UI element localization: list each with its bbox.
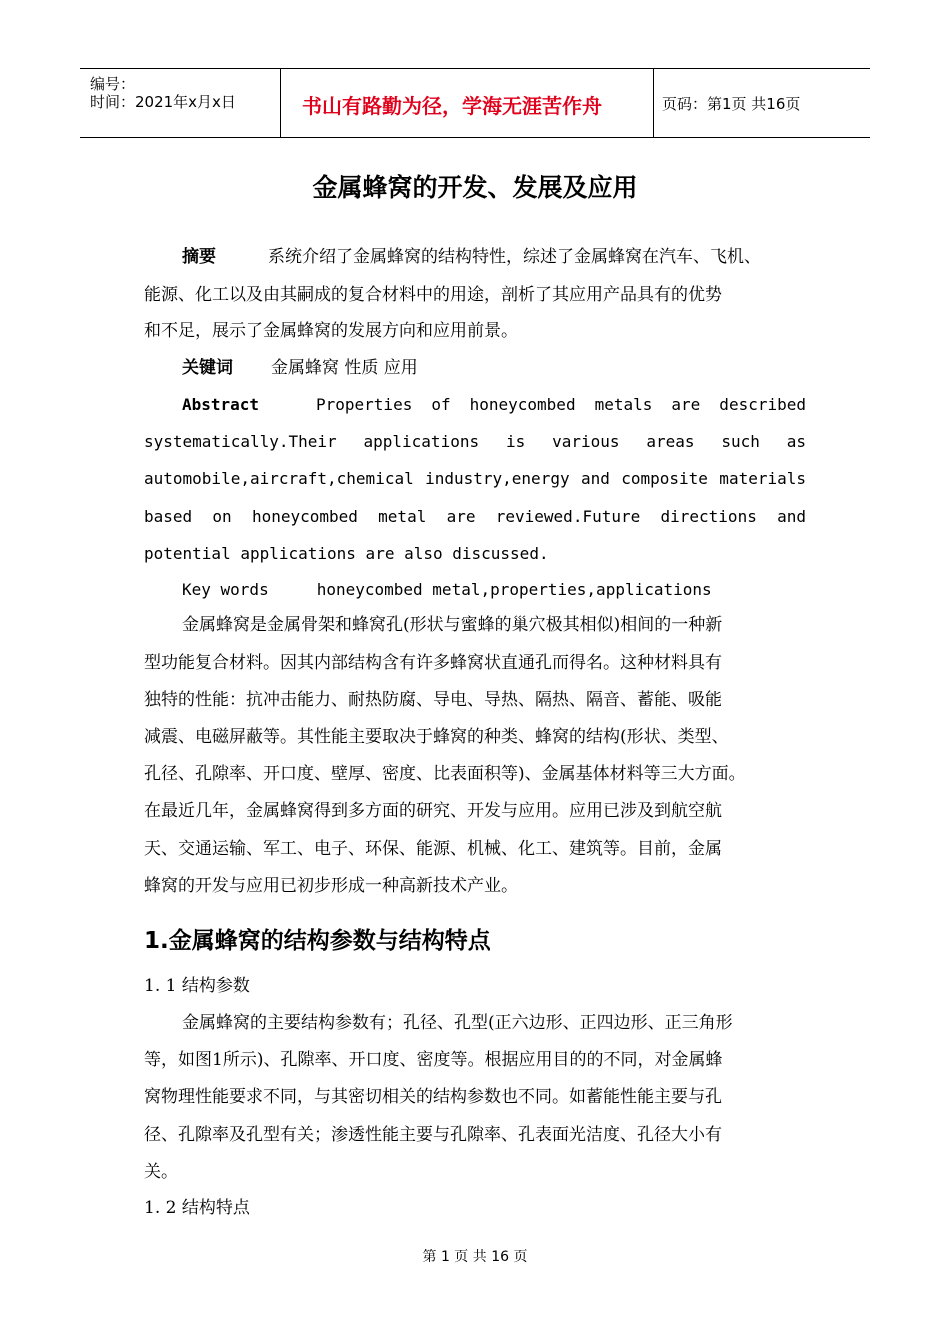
keywords-en-label: Key words (182, 580, 269, 599)
section-1-1-line-3: 窝物理性能要求不同，与其密切相关的结构参数也不同。如蓄能性能主要与孔 (144, 1087, 722, 1107)
abstract-en-line-4: based on honeycombed metal are reviewed.Future directions and (144, 507, 806, 526)
abstract-en-label: Abstract (182, 395, 260, 414)
section-1-1-line-2: 等，如图1所示)、孔隙率、开口度、密度等。根据应用目的的不同，对金属蜂 (144, 1050, 723, 1070)
intro-line-4: 减震、电磁屏蔽等。其性能主要取决于蜂窝的种类、蜂窝的结构(形状、类型、 (144, 727, 729, 747)
intro-line-5: 孔径、孔隙率、开口度、壁厚、密度、比表面积等)、金属基体材料等三大方面。 (144, 764, 746, 784)
section-1-1-line-1 (144, 1012, 733, 1034)
abstract-cn-line-3: 和不足，展示了金属蜂窝的发展方向和应用前景。 (144, 321, 518, 341)
abstract-en-line-2: systematically.Their applications is various areas such as (144, 432, 806, 451)
section-1-1-line-5: 关。 (144, 1162, 178, 1182)
abstract-cn-line-1 (144, 246, 761, 268)
motto: 书山有路勤为径，学海无涯苦作舟 (302, 94, 602, 118)
subsection-1-1-heading: 1. 1 结构参数 (144, 976, 250, 996)
page-info: 页码：第1页 共16页 (662, 95, 801, 113)
intro-line-6: 在最近几年，金属蜂窝得到多方面的研究、开发与应用。应用已涉及到航空航 (144, 801, 722, 821)
subsection-1-2-heading: 1. 2 结构特点 (144, 1198, 250, 1218)
intro-line-3: 独特的性能：抗冲击能力、耐热防腐、导电、导热、隔热、隔音、蓄能、吸能 (144, 690, 722, 710)
keywords-cn-label: 关键词 (182, 358, 233, 378)
abstract-en-text-1: Properties of honeycombed metals are described (316, 395, 806, 414)
intro-line-8: 蜂窝的开发与应用已初步形成一种高新技术产业。 (144, 876, 518, 896)
section-1-1-text-1: 金属蜂窝的主要结构参数有；孔径、孔型(正六边形、正四边形、正三角形 (182, 1013, 733, 1033)
abstract-en-line-5: potential applications are also discussed. (144, 544, 549, 563)
intro-line-7: 天、交通运输、军工、电子、环保、能源、机械、化工、建筑等。目前，金属 (144, 839, 722, 859)
intro-text-1: 金属蜂窝是金属骨架和蜂窝孔(形状与蜜蜂的巢穴极其相似)相间的一种新 (182, 615, 723, 635)
abstract-cn-label: 摘要 (182, 247, 216, 267)
intro-line-1 (144, 614, 722, 636)
number-label: 编号： (90, 75, 136, 93)
keywords-cn-value: 金属蜂窝 性质 应用 (271, 358, 418, 378)
abstract-cn-line-2: 能源、化工以及由其嗣成的复合材料中的用途，剖析了其应用产品具有的优势 (144, 285, 722, 305)
document-title: 金属蜂窝的开发、发展及应用 (312, 173, 638, 202)
abstract-cn-text: 系统介绍了金属蜂窝的结构特性，综述了金属蜂窝在汽车、飞机、 (268, 247, 761, 267)
intro-line-2: 型功能复合材料。因其内部结构含有许多蜂窝状直通孔而得名。这种材料具有 (144, 653, 722, 673)
section-1-1-line-4: 径、孔隙率及孔型有关；渗透性能主要与孔隙率、孔表面光洁度、孔径大小有 (144, 1125, 722, 1145)
header-table (80, 68, 870, 138)
page-footer: 第 1 页 共 16 页 (422, 1249, 528, 1265)
abstract-en-line-1 (144, 394, 806, 416)
keywords-en-value: honeycombed metal,properties,applications (316, 580, 712, 599)
header-meta-cell (80, 69, 281, 137)
header-motto-cell (281, 69, 654, 137)
time-label: 时间：2021年x月x日 (90, 93, 236, 111)
keywords-cn (144, 357, 418, 379)
section-1-heading: 1.金属蜂窝的结构参数与结构特点 (144, 928, 491, 954)
keywords-en (144, 579, 712, 601)
abstract-en-line-3: automobile,aircraft,chemical industry,energy and composite materials (144, 469, 806, 488)
